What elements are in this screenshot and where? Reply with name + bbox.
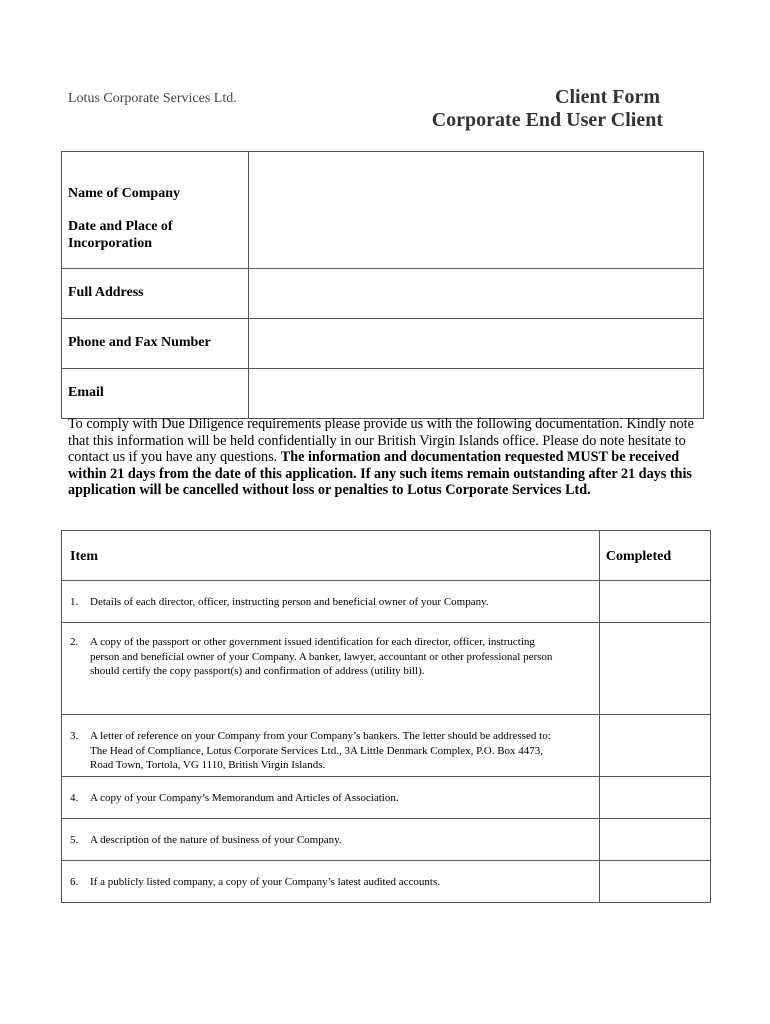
item-number: 3.: [70, 730, 79, 742]
item-text: Details of each director, officer, instructing person and beneficial owner of your Company.: [90, 596, 489, 608]
completed-cell[interactable]: [599, 819, 710, 861]
item-column-header: Item: [62, 531, 600, 581]
full-address-field[interactable]: [249, 269, 704, 319]
item-text: If a publicly listed company, a copy of your Company’s latest audited accounts.: [90, 876, 440, 888]
full-address-label: Full Address: [62, 269, 249, 319]
completed-cell[interactable]: [599, 623, 710, 715]
form-subtitle: Corporate End User Client: [431, 109, 663, 131]
email-field[interactable]: [249, 369, 704, 419]
completed-cell[interactable]: [599, 777, 710, 819]
notice-bold-text: The information and documentation requested MUST be received within 21 days from the date of this application. If any such items remain outstanding after 21 days this application will be cancelled without loss or penalties to Lotus Corporate Services Ltd.: [68, 449, 692, 499]
item-text: A copy of your Company’s Memorandum and Articles of Association.: [90, 792, 399, 804]
phone-fax-field[interactable]: [249, 319, 704, 369]
item-text: A letter of reference on your Company from your Company’s bankers. The letter should be addressed to: The Head of Compliance, Lotus Corporate Services Ltd., 3A Little Denmark Complex, P.O. Box 4473, Road Town, Tortola, VG 1110, British Virgin Islands.: [90, 730, 551, 771]
item-number: 1.: [70, 596, 79, 608]
phone-fax-label: Phone and Fax Number: [62, 319, 249, 369]
item-text: A description of the nature of business of your Company.: [90, 834, 342, 846]
client-details-table: [61, 151, 704, 419]
due-diligence-notice: [68, 416, 708, 499]
table-row: [62, 861, 711, 903]
notice-text: To comply with Due Diligence requirements please provide us with the following documentation. Kindly note that this information will be held confidentially in our British Virgin Islands office. Please do note hesitate to contact us if you have any questions.: [68, 416, 694, 466]
table-row: [62, 819, 711, 861]
item-number: 4.: [70, 792, 79, 804]
item-number: 6.: [70, 876, 79, 888]
item-text: A copy of the passport or other government issued identification for each director, officer, instructing person and beneficial owner of your Company. A banker, lawyer, accountant or other professional person should certify the copy passport(s) and confirmation of address (utility bill).: [90, 636, 553, 677]
table-row: [62, 623, 711, 715]
completed-cell[interactable]: [599, 715, 710, 777]
completed-column-header: Completed: [599, 531, 710, 581]
company-name: Lotus Corporate Services Ltd.: [68, 91, 237, 106]
date-place-incorporation-label: Date and Place of Incorporation: [68, 219, 173, 251]
email-label: Email: [62, 369, 249, 419]
table-row: [62, 715, 711, 777]
table-row: [62, 581, 711, 623]
company-and-incorporation-labels: [62, 152, 249, 269]
name-of-company-label: Name of Company: [68, 186, 180, 201]
completed-cell[interactable]: [599, 861, 710, 903]
item-number: 2.: [70, 636, 79, 648]
item-number: 5.: [70, 834, 79, 846]
table-row: [62, 777, 711, 819]
company-incorporation-field[interactable]: [249, 152, 704, 269]
completed-cell[interactable]: [599, 581, 710, 623]
form-title: Client Form: [555, 86, 660, 108]
documentation-items-table: [61, 530, 711, 903]
